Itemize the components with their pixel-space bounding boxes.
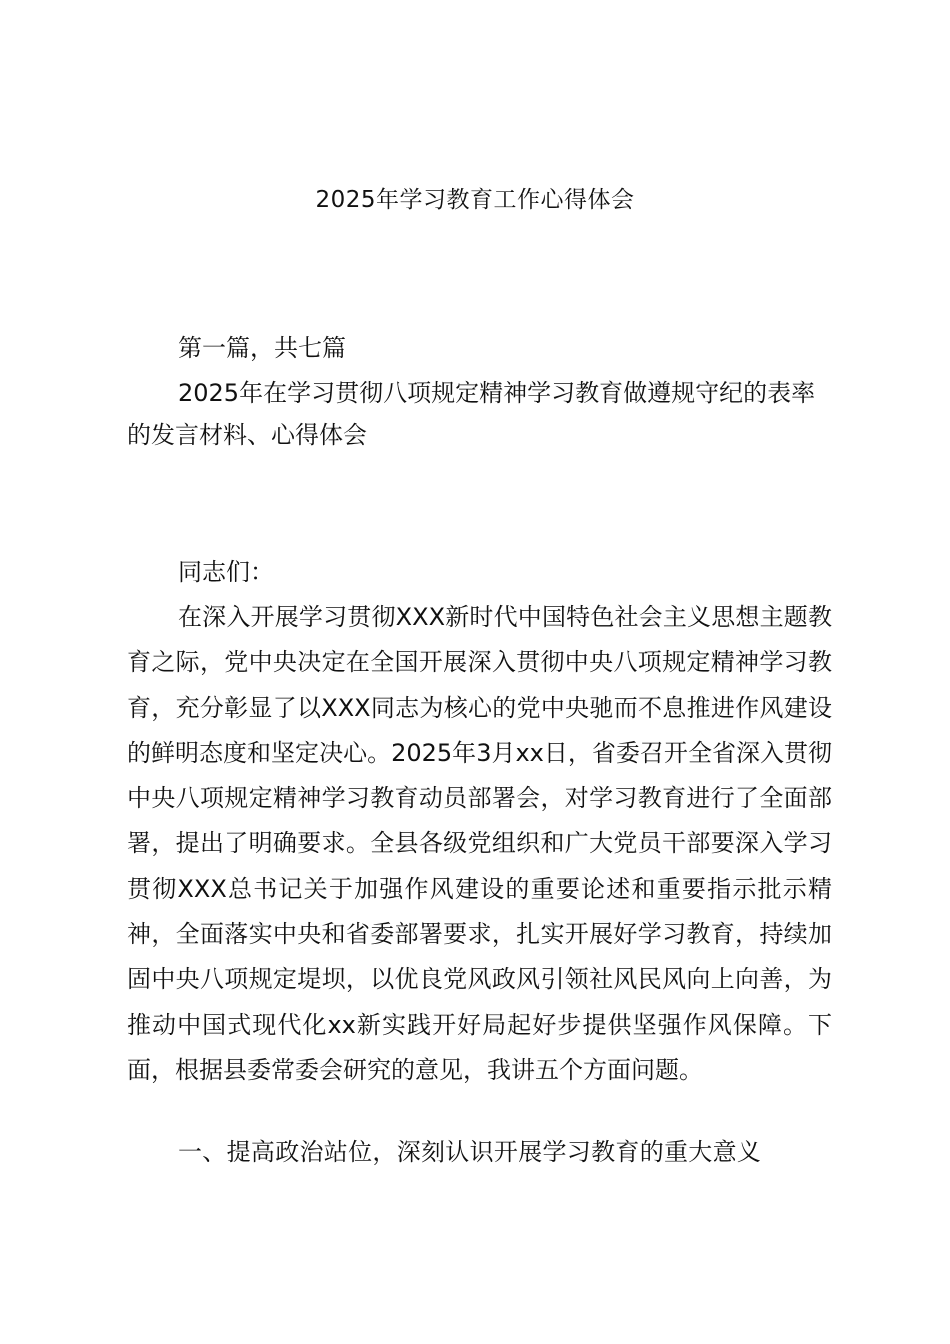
part-label: 第一篇，共七篇 (178, 334, 346, 362)
body-paragraph: 在深入开展学习贯彻XXX新时代中国特色社会主义思想主题教育之际，党中央决定在全国开展深入贯彻中央八项规定精神学习教育，充分彰显了以XXX同志为核心的党中央驰而不息推进作风建设的鲜明态度和坚定决心。2025年3月xx日，省委召开全省深入贯彻中央八项规定精神学习教育动员部署会，对学习教育进行了全面部署，提出了明确要求。全县各级党组织和广大党员干部要深入学习贯彻XXX总书记关于加强作风建设的重要论述和重要指示批示精神，全面落实中央和省委部署要求，扎实开展好学习教育，持续加固中央八项规定堤坝，以优良党风政风引领社风民风向上向善，为推动中国式现代化xx新实践开好局起好步提供坚强作风保障。下面，根据县委常委会研究的意见，我讲五个方面问题。 (127, 603, 832, 1084)
document-subtitle: 2025年在学习贯彻八项规定精神学习教育做遵规守纪的表率的发言材料、心得体会 (127, 379, 816, 449)
section-heading: 一、提高政治站位，深刻认识开展学习教育的重大意义 (178, 1138, 762, 1166)
document-title: 2025年学习教育工作心得体会 (315, 187, 635, 213)
salutation: 同志们： (178, 558, 274, 586)
